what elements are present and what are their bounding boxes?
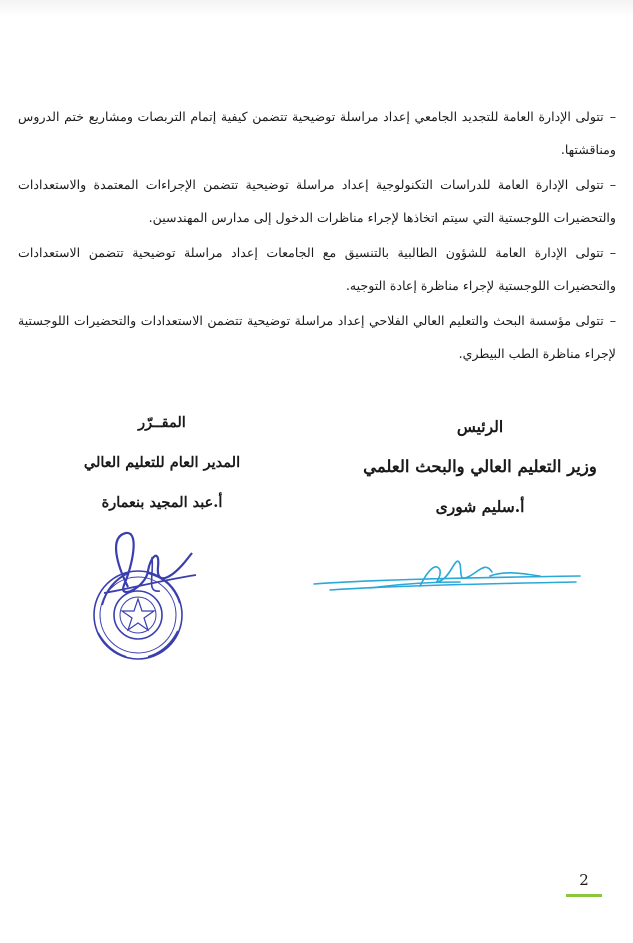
paragraph-text: تتولى الإدارة العامة للشؤون الطالبية بالتنسيق مع الجامعات إعداد مراسلة توضيحية تتضمن الاستعدادات والتحضيرات اللوجستية لإجراء مناظرة إعادة التوجيه. bbox=[18, 245, 616, 293]
page-number: 2 bbox=[579, 871, 589, 889]
signatory-name: أ.عبد المجيد بنعمارة bbox=[101, 494, 223, 511]
signatory-title: المدير العام للتعليم العالي bbox=[83, 454, 241, 471]
paragraph-3 bbox=[18, 236, 616, 302]
paragraph-text: تتولى الإدارة العامة للدراسات التكنولوجية إعداد مراسلة توضيحية تتضمن الإجراءات المعتمدة والاستعدادات والتحضيرات اللوجستية التي سيتم اتخاذها لإجراء مناظرات الدخول إلى مدارس المهندسين. bbox=[18, 177, 616, 225]
signatory-name: أ.سليم شورى bbox=[435, 497, 525, 516]
official-seal-icon bbox=[88, 527, 200, 667]
paragraph-dash: – bbox=[609, 313, 616, 328]
paragraph-1 bbox=[18, 100, 616, 166]
page-number-underline bbox=[566, 894, 602, 897]
paragraph-text: تتولى الإدارة العامة للتجديد الجامعي إعداد مراسلة توضيحية تتضمن كيفية إتمام التربصات ومشاريع ختم الدروس ومناقشتها. bbox=[18, 109, 616, 157]
body-paragraphs bbox=[18, 100, 616, 372]
paragraph-dash: – bbox=[609, 177, 616, 192]
signatory-title: وزير التعليم العالي والبحث العلمي bbox=[363, 457, 597, 476]
paragraph-dash: – bbox=[609, 109, 616, 124]
signatory-role: الرئيس bbox=[456, 417, 504, 436]
handwritten-signature-icon bbox=[310, 540, 585, 600]
paragraph-text: تتولى مؤسسة البحث والتعليم العالي الفلاحي إعداد مراسلة توضيحية تتضمن الاستعدادات والتحضيرات اللوجستية لإجراء مناظرة الطب البيطري. bbox=[18, 313, 616, 361]
signatory-rapporteur bbox=[72, 408, 252, 528]
paragraph-dash: – bbox=[609, 245, 616, 260]
signatory-role: المقــرّر bbox=[138, 414, 186, 431]
signatory-president bbox=[350, 412, 610, 532]
scan-edge-shade bbox=[0, 0, 633, 18]
paragraph-2 bbox=[18, 168, 616, 234]
paragraph-4 bbox=[18, 304, 616, 370]
